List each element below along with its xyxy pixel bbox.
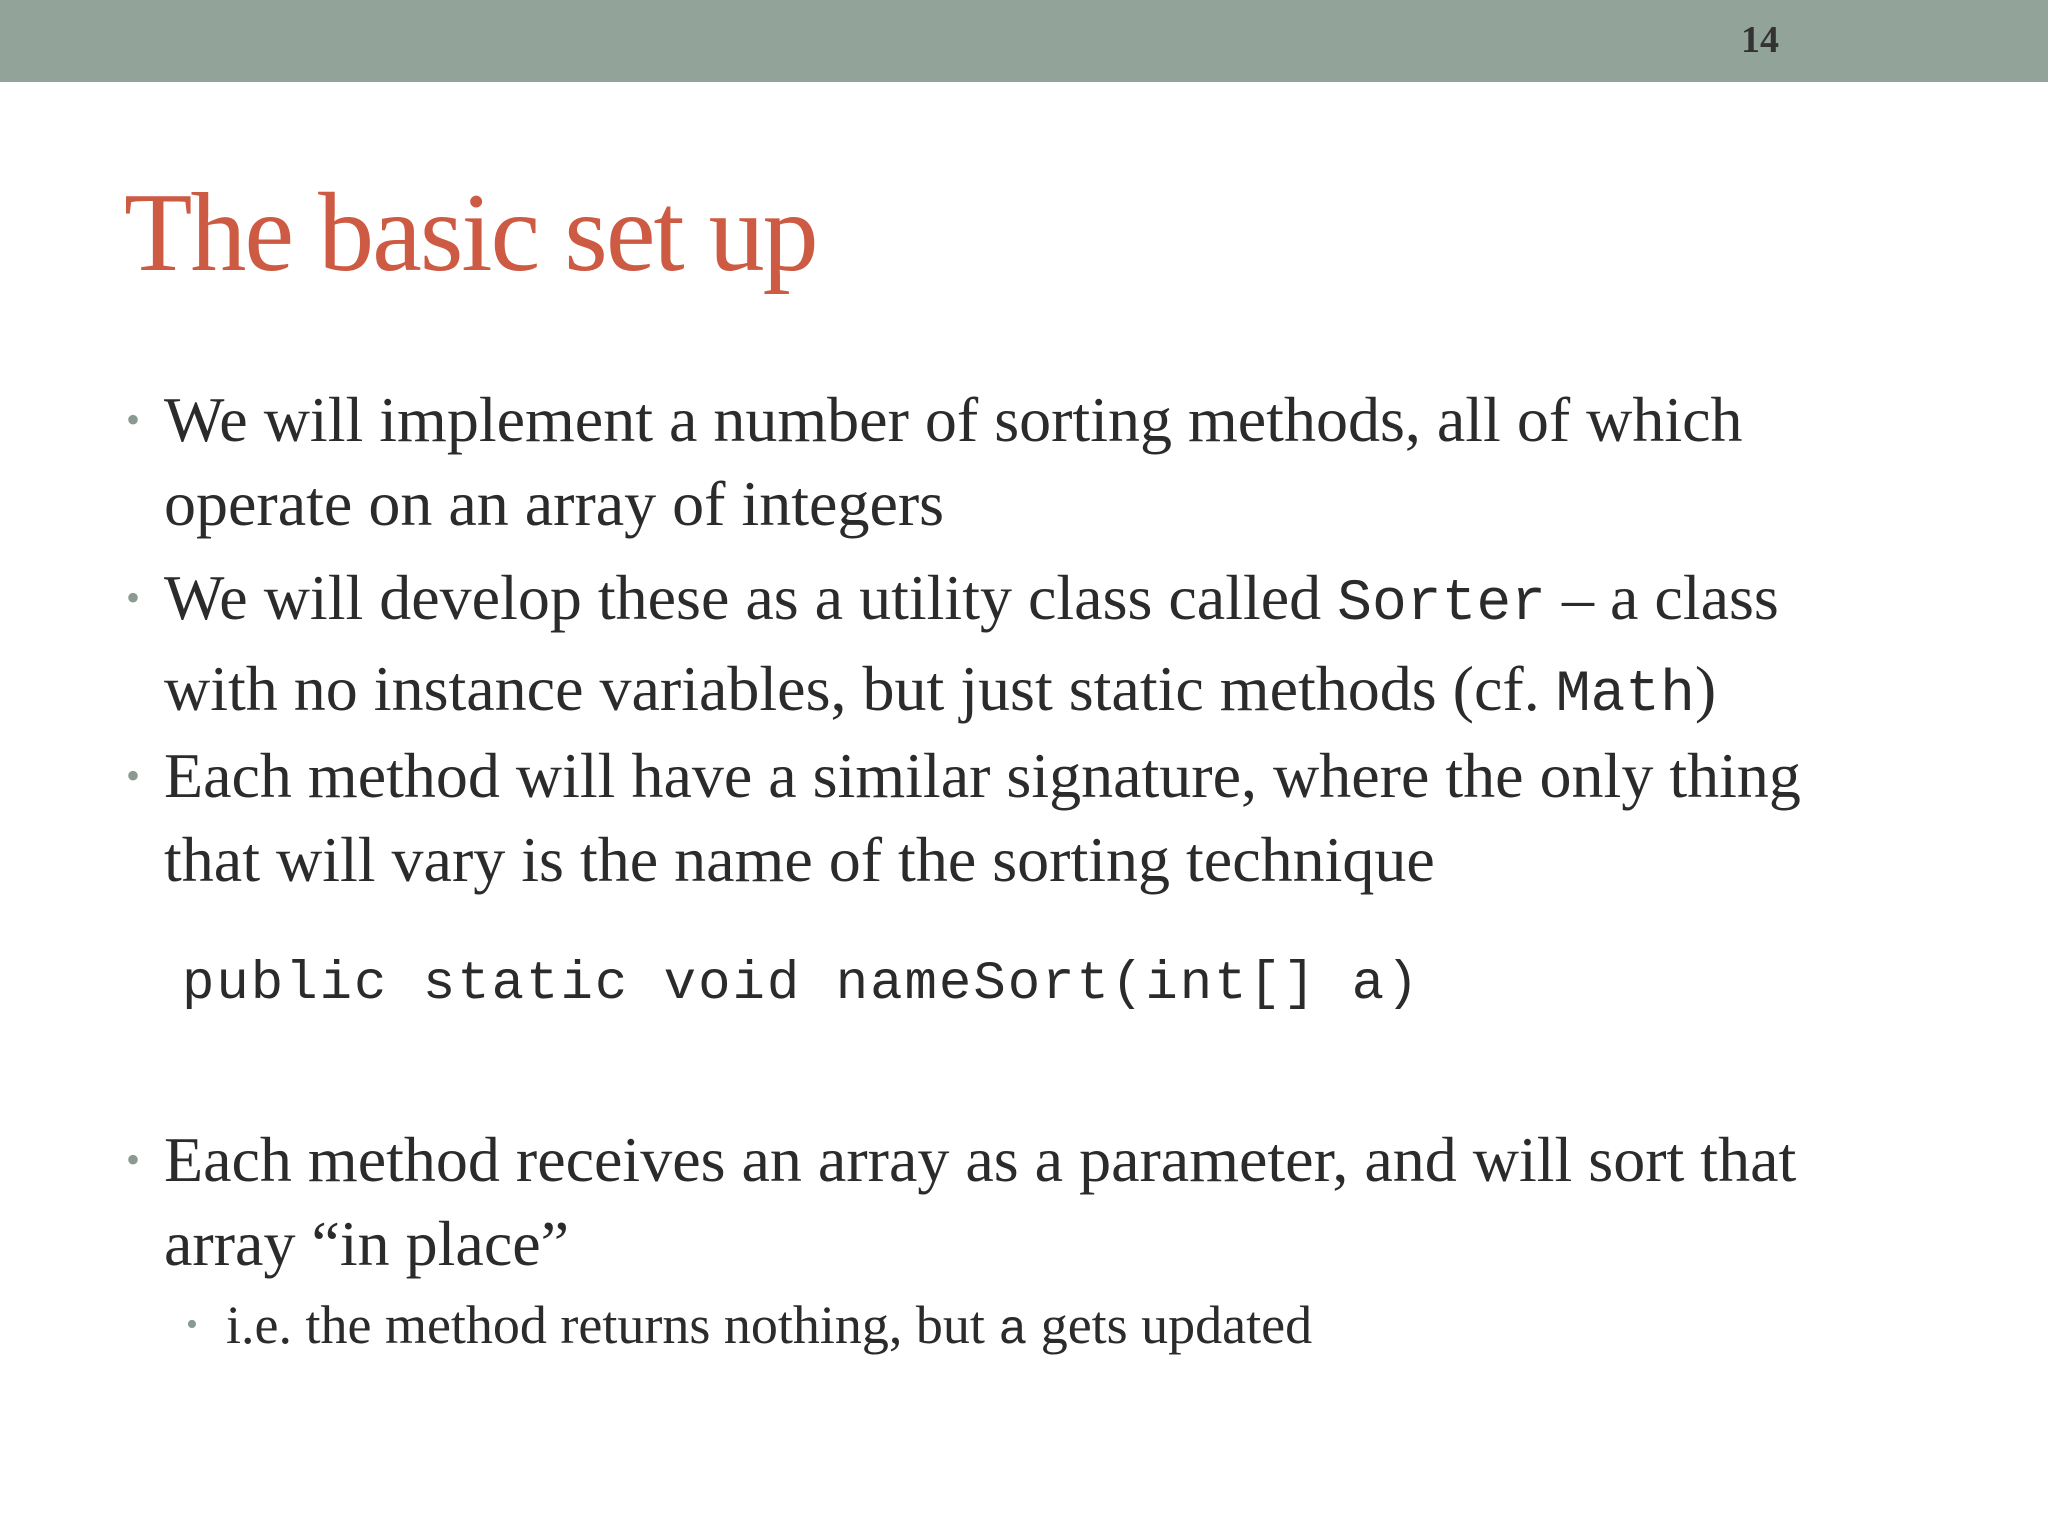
bullet-dot-icon: • (186, 1306, 198, 1343)
sub-bullet-item (186, 1290, 1313, 1366)
inline-code: a (998, 1304, 1028, 1358)
bullet-dot-icon: • (126, 753, 141, 798)
bullet-item (126, 734, 1944, 902)
bullet-text-line: Each method will have a similar signature, where the only thing (164, 740, 1801, 811)
bullet-text-line: array “in place” (164, 1208, 570, 1279)
bullet-text: with no instance variables, but just static methods (cf. (164, 653, 1556, 724)
bullet-text-line: Each method receives an array as a parameter, and will sort that (164, 1124, 1797, 1195)
bullet-text: – a class (1546, 562, 1779, 633)
bullet-text-line (164, 556, 1944, 647)
slide-number: 14 (1741, 19, 1779, 61)
inline-code: Math (1555, 663, 1695, 728)
sub-bullet-text: gets updated (1027, 1295, 1313, 1355)
bullet-dot-icon: • (126, 575, 141, 620)
bullet-text: We will develop these as a utility class called (164, 562, 1338, 633)
bullet-text-line: operate on an array of integers (164, 468, 945, 539)
bullet-dot-icon: • (126, 397, 141, 442)
bullet-text-line: that will vary is the name of the sorting technique (164, 824, 1435, 895)
bullet-item (126, 378, 1944, 546)
slide-title: The basic set up (124, 171, 817, 295)
bullet-item (126, 556, 1944, 738)
inline-code: Sorter (1337, 572, 1546, 637)
bullet-text: ) (1694, 653, 1717, 724)
bullet-text-line (164, 647, 1944, 738)
method-signature-code: public static void nameSort(int[] a) (182, 954, 1421, 1015)
header-bar (0, 0, 2048, 82)
sub-bullet-text: i.e. the method returns nothing, but (226, 1295, 999, 1355)
bullet-dot-icon: • (126, 1137, 141, 1182)
bullet-item (126, 1118, 1944, 1286)
bullet-text-line: We will implement a number of sorting methods, all of which (164, 384, 1743, 455)
